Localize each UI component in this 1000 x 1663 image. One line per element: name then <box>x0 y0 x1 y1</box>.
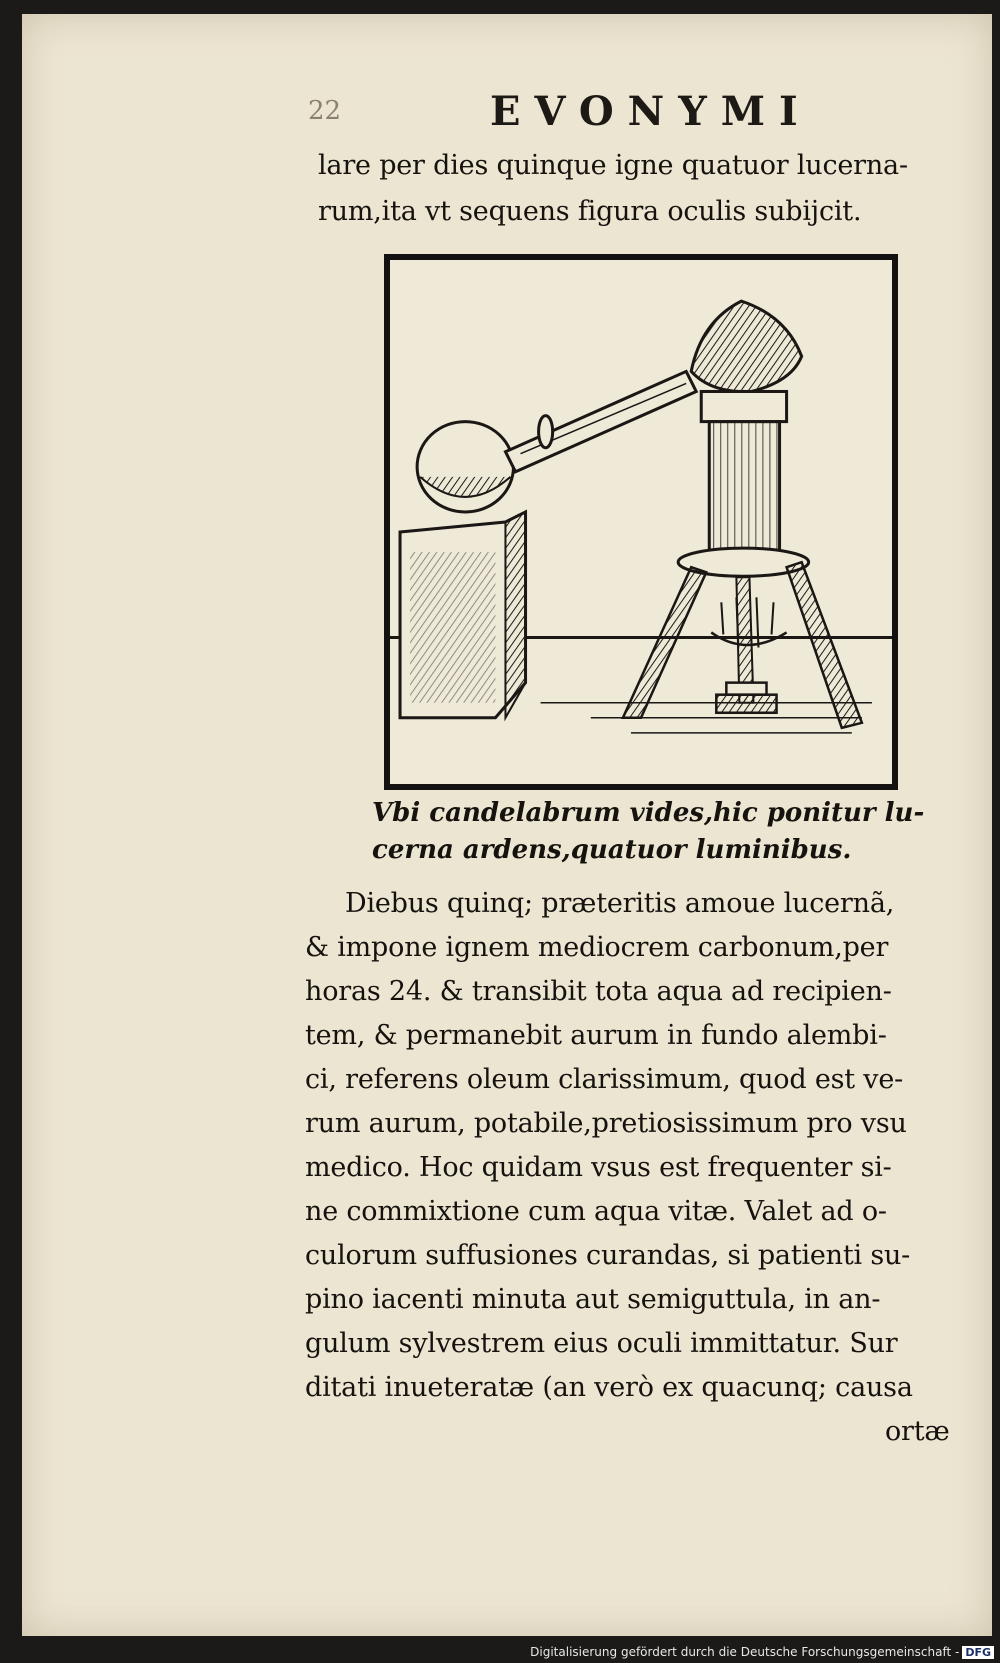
woodcut-illustration <box>384 254 898 790</box>
body-line-9: culorum suffusiones curandas, si patienti su- <box>305 1240 911 1271</box>
body-line-6: rum aurum, potabile,pretiosissimum pro vsu <box>305 1108 907 1139</box>
body-line-12: ditati inueteratæ (an verò ex quacunq; causa <box>305 1372 913 1403</box>
text-line-top-1: lare per dies quinque igne quatuor lucerna- <box>318 150 908 181</box>
cucurbit-column <box>701 391 786 562</box>
alembic-head <box>691 301 801 392</box>
stone-block <box>400 512 525 718</box>
distillation-apparatus-figure <box>390 260 892 784</box>
ground-shading <box>541 703 872 733</box>
body-line-5: ci, referens oleum clarissimum, quod est ve- <box>305 1064 904 1095</box>
catchword: ortæ <box>885 1416 950 1447</box>
body-line-10: pino iacenti minuta aut semiguttula, in an- <box>305 1284 881 1315</box>
folio-number: 22 <box>308 96 342 126</box>
digitization-credit <box>530 1645 994 1659</box>
body-line-2: & impone ignem mediocrem carbonum,per <box>305 932 889 963</box>
receiver-flask <box>417 422 513 512</box>
body-line-8: ne commixtione cum aqua vitæ. Valet ad o- <box>305 1196 887 1227</box>
body-line-11: gulum sylvestrem eius oculi immittatur. Sur <box>305 1328 898 1359</box>
dfg-logo: DFG <box>962 1646 994 1659</box>
running-header: EVONYMI <box>490 88 812 135</box>
credit-text: Digitalisierung gefördert durch die Deutsche Forschungsgemeinschaft - <box>530 1645 960 1659</box>
body-line-4: tem, & permanebit aurum in fundo alembi- <box>305 1020 887 1051</box>
text-line-top-2: rum,ita vt sequens figura oculis subijcit. <box>318 196 862 227</box>
alembic-tube <box>505 371 696 471</box>
body-line-1: Diebus quinq; præteritis amoue lucernã, <box>345 888 895 919</box>
figure-caption-line-2: cerna ardens,quatuor luminibus. <box>372 835 852 865</box>
figure-caption-line-1: Vbi candelabrum vides,hic ponitur lu- <box>372 798 925 828</box>
body-line-3: horas 24. & transibit tota aqua ad recipien- <box>305 976 892 1007</box>
body-line-7: medico. Hoc quidam vsus est frequenter si- <box>305 1152 892 1183</box>
